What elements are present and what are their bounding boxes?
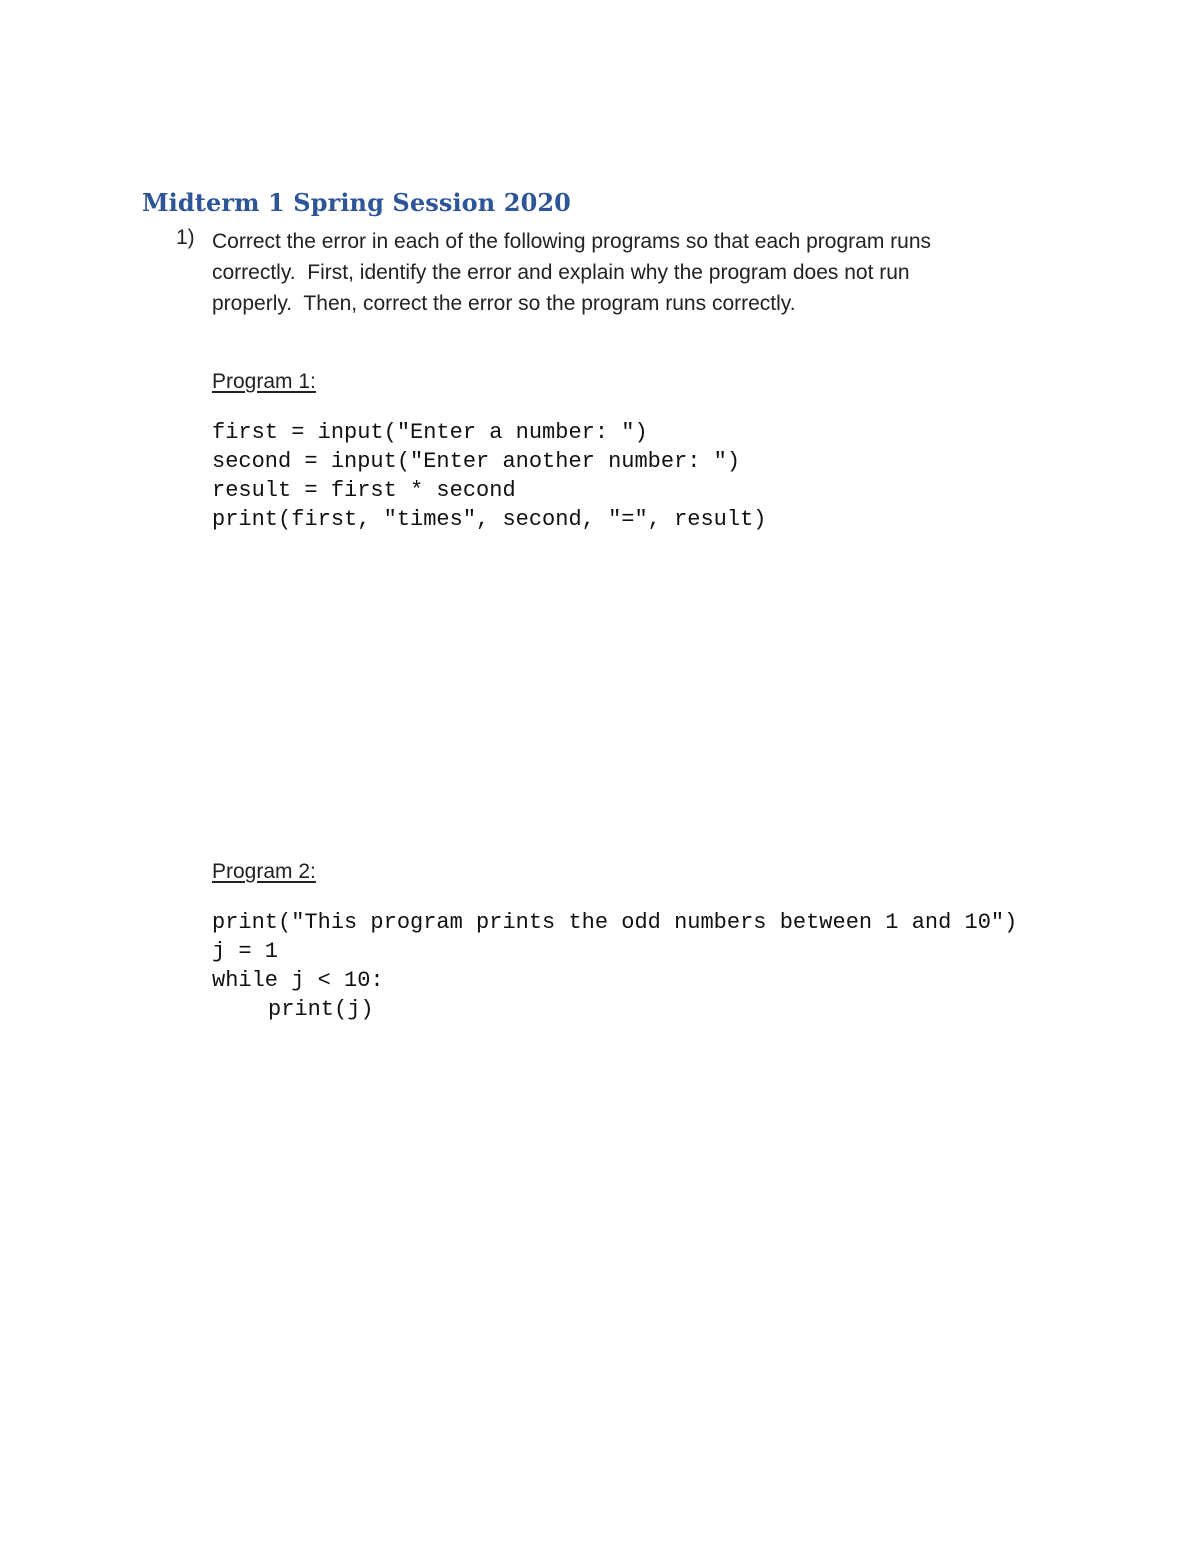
program-1-code [212, 418, 767, 534]
question-text [212, 226, 1032, 319]
code-line: result = first * second [212, 478, 516, 503]
code-line: first = input("Enter a number: ") [212, 420, 648, 445]
page-title: Midterm 1 Spring Session 2020 [142, 188, 571, 217]
question-line: correctly. First, identify the error and explain why the program does not run [212, 261, 910, 284]
program-1-label: Program 1: [212, 370, 316, 393]
question-number: 1) [176, 226, 195, 249]
code-line: print(first, "times", second, "=", result) [212, 507, 767, 532]
code-line: print(j) [268, 997, 374, 1022]
program-2-label: Program 2: [212, 860, 316, 883]
code-line: j = 1 [212, 939, 279, 964]
code-line: print("This program prints the odd numbers between 1 and 10") [212, 910, 1018, 935]
program-2-code [212, 908, 1017, 1024]
question-line: Correct the error in each of the following programs so that each program runs [212, 230, 932, 253]
code-line: while j < 10: [212, 968, 384, 993]
code-line: second = input("Enter another number: ") [212, 449, 741, 474]
question-line: properly. Then, correct the error so the program runs correctly. [212, 292, 796, 315]
